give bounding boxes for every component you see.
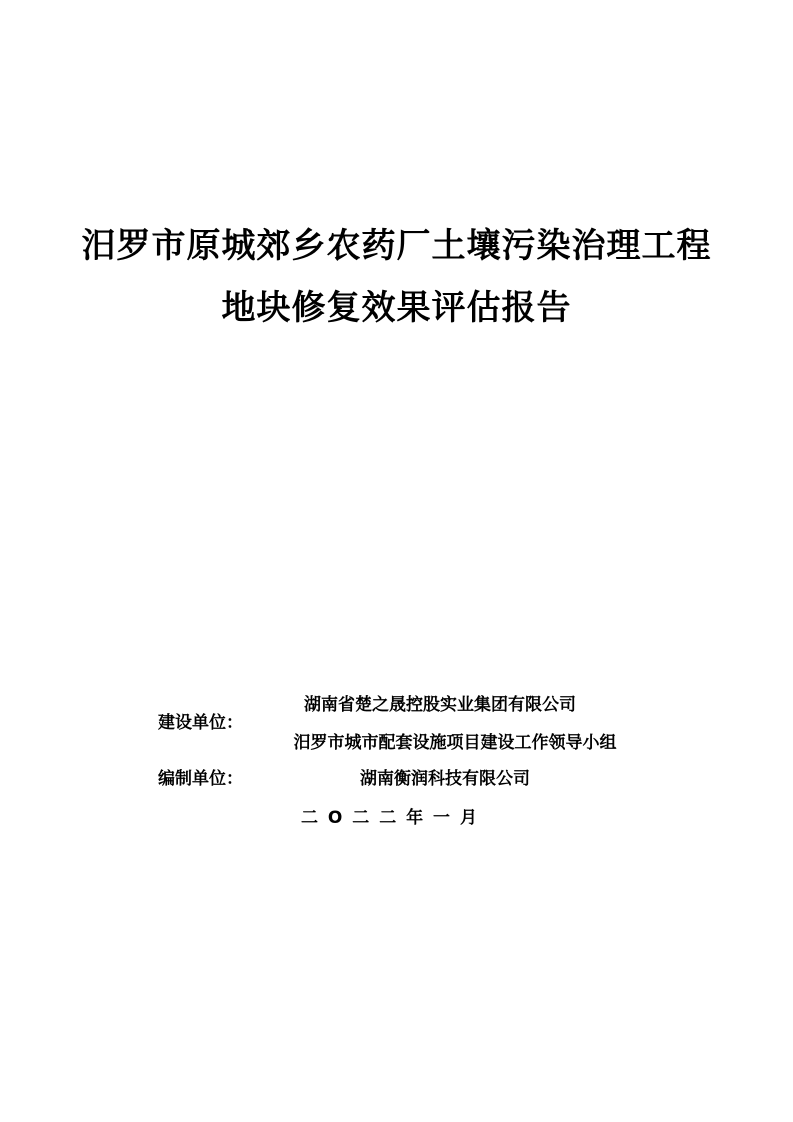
report-title-line-1: 汨罗市原城郊乡农药厂土壤污染治理工程 — [81, 226, 712, 266]
report-title-line-2: 地块修复效果评估报告 — [221, 288, 572, 328]
builder-label: 建设单位： — [158, 713, 243, 733]
builder-unit-1: 湖南省楚之晟控股实业集团有限公司 — [304, 695, 576, 715]
builder-unit-2: 汨罗市城市配套设施项目建设工作领导小组 — [293, 733, 617, 753]
report-date: 二 O 二 二 年 一 月 — [301, 808, 479, 828]
compiler-unit: 湖南衡润科技有限公司 — [360, 769, 530, 789]
compiler-label: 编制单位： — [158, 769, 243, 789]
